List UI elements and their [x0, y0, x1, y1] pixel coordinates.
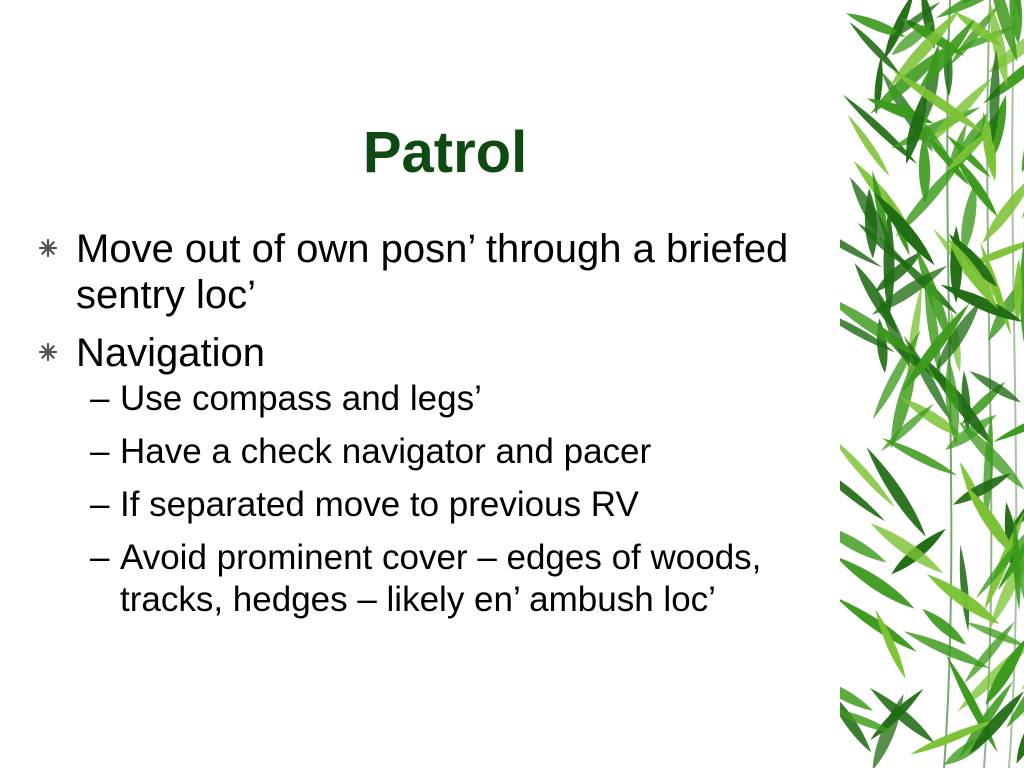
bamboo-leaf — [1018, 135, 1024, 220]
slide-title: Patrol — [362, 120, 528, 185]
sub-bullet-item — [76, 484, 856, 526]
sub-bullet-item — [76, 537, 856, 621]
dash-marker: – — [90, 538, 110, 577]
dash-marker: – — [90, 485, 110, 524]
dash-marker: – — [90, 379, 110, 418]
sub-bullet-text: Use compass and legs’ — [120, 379, 482, 418]
bamboo-leaf — [991, 399, 1024, 446]
bamboo-leaf — [957, 544, 972, 632]
dash-marker: – — [90, 432, 110, 471]
bamboo-leaf — [978, 170, 1024, 247]
sub-bullet-text: If separated move to previous RV — [120, 485, 639, 524]
bamboo-leaf — [866, 684, 938, 747]
bullet-text: Navigation — [76, 331, 266, 375]
bamboo-leaf — [867, 518, 947, 578]
sub-bullet-text: Avoid prominent cover – edges of woods, tracks, hedges – likely en’ ambush loc’ — [120, 538, 762, 619]
bullet-text: Move out of own posn’ through a briefed sentry loc’ — [76, 227, 789, 317]
bamboo-leaf — [840, 517, 889, 567]
bullet-list — [36, 226, 856, 633]
sub-bullet-item — [76, 431, 856, 473]
asterisk-bullet-icon — [36, 340, 60, 364]
bamboo-leaves-decoration — [840, 0, 1024, 768]
sub-bullet-list — [76, 378, 856, 621]
sub-bullet-text: Have a check navigator and pacer — [120, 432, 652, 471]
asterisk-bullet-icon — [36, 236, 60, 260]
bullet-item — [36, 330, 856, 621]
bullet-item — [36, 226, 856, 318]
bamboo-leaf — [840, 0, 902, 1]
sub-bullet-item — [76, 378, 856, 420]
bamboo-leaf — [1016, 105, 1024, 174]
